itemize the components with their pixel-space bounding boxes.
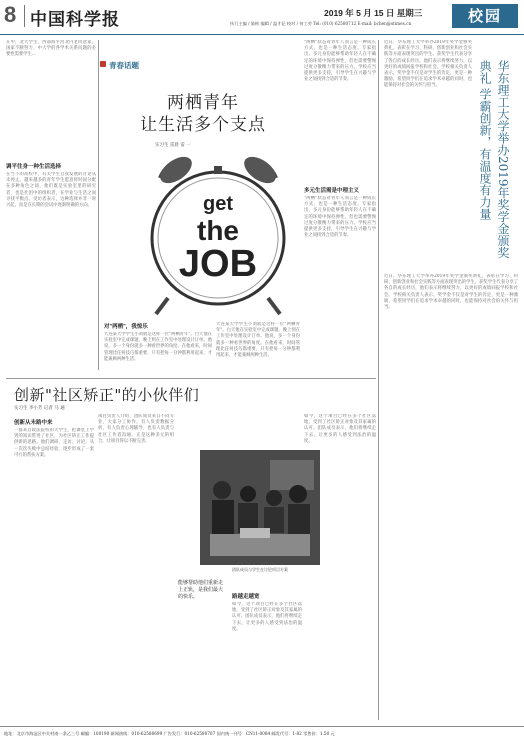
feature-subhead-2: 多元生活需是中理主义 xyxy=(304,188,360,194)
second-story-body-left: 一群来自政法院校的大学生，把课堂上学到的知识带进了社区，为社区矫正工作提供新的思路。他们调研、走访、讨论，从一次次失败中总结经验，逐步形成了一套可行的帮扶方案。 xyxy=(14,428,94,458)
second-story-headline: 创新"社区矫正"的小伙伴们 xyxy=(14,386,200,404)
right-column-body: 近日，华东理工大学举办2019年奖学金颁奖典礼，表彰在学习、科研、创新创业和社会实践等方面表现突出的学生。获奖学生代表分享了各自的成长经历，他们表示将继续努力，以更好的成绩回报学校和社会。学校相关负责人表示，奖学金不仅是对学生的肯定，更是一种激励，希望同学们在追求学术卓越的同时，也能保持对社会的关怀与担当。 xyxy=(384,274,518,311)
feature-body-lower: 大连某大学学生小刘就是这样一位"两栖青年"。白天他在实验室中完成课题，晚上则在工作室中处理设计订单。他说，多一个身份就多一种看世界的角度。在他看来，时间管理比任何技巧都重要，只有把每一分钟都利用起来，才能兼顾两种生活。 xyxy=(216,322,300,359)
top-left-body: 在当下的高校中，有关学生自我发展的讨论从未停止。越来越多的青年学生愿意将时间分配在多种角色之间，他们既是实验室里的研究者，也是社团中的组织者，在学业与生活之间寻找平衡点。受访者表示，这种选择并非一时兴起，而是在长期的尝试中逐渐明确的方向。 xyxy=(6,172,96,209)
team-photo xyxy=(200,450,320,565)
column-divider xyxy=(378,40,379,720)
feature-headline-line1: 两栖青年 xyxy=(167,93,239,113)
second-story-body-far-right: 如今，这个项目已经在多个社区落地，受到了社区矫正对象及其家属的认可。团队成员表示，他们将继续走下去，让更多的人感受到法治的温度。 xyxy=(304,414,376,444)
column-divider xyxy=(98,40,99,370)
paper-name: 中国科学报 xyxy=(30,10,120,30)
second-story-byline: 实习生 李小芳 记者 马 通 xyxy=(14,406,65,411)
top-left-lead: 在中，北大学生、西部海平河北内老同意家、国家不断努力、中大学的各学术关系问题的必要性需要学生... xyxy=(6,40,96,58)
masthead-divider xyxy=(24,5,25,27)
page-footer: 地址：北京市海淀区中关村南一条乙三号 邮编：100190 新闻热线：010-62580699 广告发行：010-62580707 国内统一刊号：CN11-0084 邮发代号：1-82 零售价：1.50 元 xyxy=(0,726,524,741)
page-number: 8 xyxy=(4,2,17,27)
top-left-subhead: 调平往身一种生活选择 xyxy=(6,164,62,170)
section-rule xyxy=(6,378,376,379)
right-column-headline: 华东理工大学举办2019年奖学金颁奖典礼 学霸创新，有温度有力量 xyxy=(478,60,510,259)
second-story-body-mid: 项目负责人介绍，团队成员来自不同专业，大家分工协作，有人负责数据分析，有人负责心理辅导，也有人负责与社区工作者沟通。正是这种多元的组合，让项目得以不断完善。 xyxy=(98,414,174,444)
kicker-icon xyxy=(100,61,106,67)
feature-headline-line2: 让生活多个支点 xyxy=(140,115,266,135)
pull-quote: 能够帮助他们重新走上正轨，是我们最大的快乐。 xyxy=(178,580,224,600)
feature-kicker: 青春话题 xyxy=(109,61,139,70)
second-story-subhead-1: 创新从未路中来 xyxy=(14,420,53,426)
section-label: 校园 xyxy=(452,4,518,28)
staff-line: 执行主编 / 陈彬 编辑 / 温才妃 校对 / 何工劳 Tel: (010) 62580712 E-mail: bchen@stimes.cn xyxy=(230,21,412,26)
feature-byline: 实习生 雷晨 雷 一 xyxy=(155,143,191,148)
photo-caption: 团队成员与学生在讨论项目方案 xyxy=(232,567,288,572)
clock-text-get: get xyxy=(203,193,233,215)
feature-body-right-top: "两栖"状态对青年人而言是一种成长方式，也是一种生活态度。专家指出，多元身份能够帮助年轻人在不确定的环境中保持弹性，但也需要警惕过度分散精力带来的压力。学校应当提供更多支持，引导学生在兴趣与学业之间找到合适的节奏。 xyxy=(304,40,376,83)
feature-body-right: "两栖"状态对青年人而言是一种成长方式，也是一种生活态度。专家指出，多元身份能够帮助年轻人在不确定的环境中保持弹性，但也需要警惕过度分散精力带来的压力。学校应当提供更多支持，引导学生在兴趣与学业之间找到合适的节奏。 xyxy=(304,196,376,239)
clock-text-the: the xyxy=(197,215,239,246)
issue-date: 2019 年 5 月 15 日 星期三 xyxy=(324,8,423,18)
clock-text-job: JOB xyxy=(178,243,258,285)
second-story-subhead-2: 路越走越宽 xyxy=(232,594,260,600)
feature-body-mid: 大连某大学学生小刘就是这样一位"两栖青年"。白天他在实验室中完成课题，晚上则在工作室中处理设计订单。他说，多一个身份就多一种看世界的角度。在他看来，时间管理比任何技巧都重要，只有把每一分钟都利用起来，才能兼顾两种生活。 xyxy=(104,332,212,362)
alarm-clock-illustration xyxy=(138,148,298,318)
masthead xyxy=(0,0,524,35)
second-story-body-right: 如今，这个项目已经在多个社区落地，受到了社区矫正对象及其家属的认可。团队成员表示，他们将继续走下去，让更多的人感受到法治的温度。 xyxy=(232,602,302,632)
feature-subhead-1: 对"两栖"，我惊乐 xyxy=(104,324,148,330)
right-column-body-top: 近日，华东理工大学举办2019年奖学金颁奖典礼，表彰在学习、科研、创新创业和社会实践等方面表现突出的学生。获奖学生代表分享了各自的成长经历，他们表示将继续努力，以更好的成绩回报学校和社会。学校相关负责人表示，奖学金不仅是对学生的肯定，更是一种激励，希望同学们在追求学术卓越的同时，也能保持对社会的关怀与担当。 xyxy=(384,40,472,89)
